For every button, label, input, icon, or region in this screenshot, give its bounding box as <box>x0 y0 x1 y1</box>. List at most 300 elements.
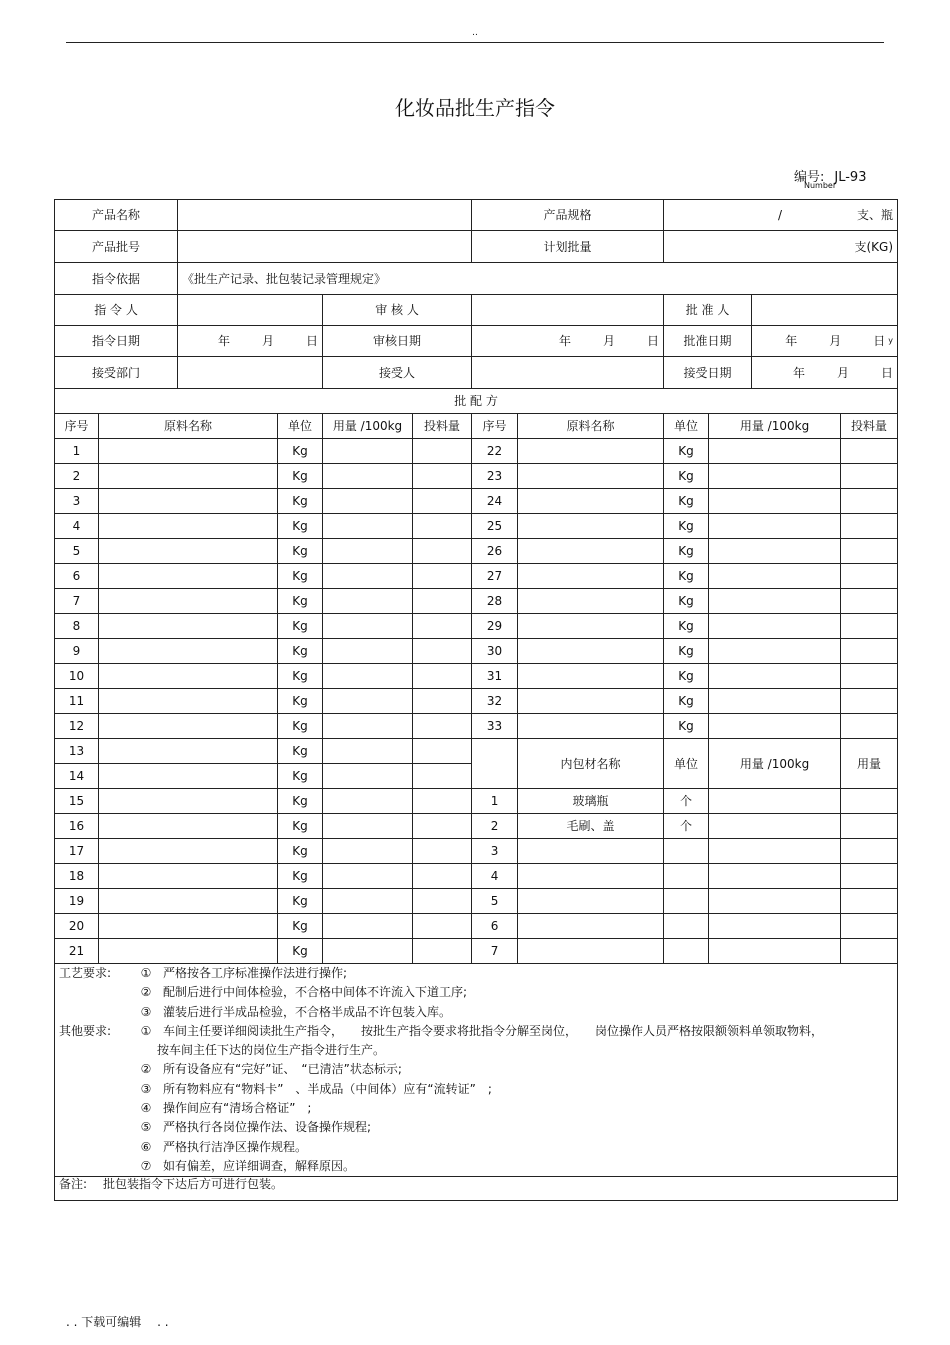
material-name-cell[interactable] <box>99 539 278 564</box>
seq-cell: 29 <box>472 614 518 639</box>
pack-name-cell[interactable]: 玻璃瓶 <box>518 789 664 814</box>
process-req-item: 灌装后进行半成品检验，不合格半成品不许包装入库。 <box>163 1004 452 1019</box>
seq-cell: 19 <box>55 889 99 914</box>
table-row <box>55 539 898 564</box>
dosage-cell[interactable] <box>323 739 413 764</box>
dosage-cell[interactable] <box>709 564 841 589</box>
reviewer-label: 审 核 人 <box>323 295 472 326</box>
day-label: 日 <box>873 334 886 348</box>
seq-cell: 7 <box>55 589 99 614</box>
req-num: ⑦ <box>140 1158 152 1173</box>
pack-unit-cell: 个 <box>664 789 709 814</box>
input-qty-cell[interactable] <box>841 489 898 514</box>
material-name-cell[interactable] <box>99 839 278 864</box>
seq-cell: 12 <box>55 714 99 739</box>
seq-cell: 23 <box>472 464 518 489</box>
pack-dosage-cell[interactable] <box>709 839 841 864</box>
review-date-label: 审核日期 <box>323 326 472 357</box>
seq-cell: 25 <box>472 514 518 539</box>
input-qty-cell[interactable] <box>413 664 472 689</box>
pack-seq-cell: 4 <box>472 864 518 889</box>
dosage-cell[interactable] <box>323 664 413 689</box>
input-qty-cell[interactable] <box>841 614 898 639</box>
product-name-label: 产品名称 <box>55 200 178 231</box>
col-input-header: 投料量 <box>841 414 898 439</box>
day-label: 日 <box>306 334 319 348</box>
dosage-cell[interactable] <box>323 639 413 664</box>
year-label: 年 <box>558 334 571 348</box>
other-req-item: 如有偏差，应详细调查，解释原因。 <box>163 1158 356 1173</box>
issuer-field[interactable] <box>178 295 323 326</box>
table-row <box>55 439 898 464</box>
page-footer: . . 下载可编辑 . . <box>66 1315 169 1329</box>
header-rule <box>66 42 884 43</box>
req-num: ⑤ <box>140 1120 152 1135</box>
seq-cell: 26 <box>472 539 518 564</box>
material-name-cell[interactable] <box>99 564 278 589</box>
input-qty-cell[interactable] <box>413 714 472 739</box>
input-qty-cell[interactable] <box>841 539 898 564</box>
seq-cell: 3 <box>55 489 99 514</box>
month-label: 月 <box>261 334 274 348</box>
pack-dosage-header: 用量 /100kg <box>709 739 841 789</box>
input-qty-cell[interactable] <box>841 464 898 489</box>
material-name-cell[interactable] <box>518 614 664 639</box>
dosage-cell[interactable] <box>709 489 841 514</box>
material-name-cell[interactable] <box>99 889 278 914</box>
other-req-label: 其他要求: <box>59 1023 112 1038</box>
pack-qty-cell[interactable] <box>841 814 898 839</box>
seq-cell: 16 <box>55 814 99 839</box>
pack-name-cell[interactable] <box>518 889 664 914</box>
material-name-cell[interactable] <box>99 589 278 614</box>
col-seq-header: 序号 <box>472 414 518 439</box>
input-qty-cell[interactable] <box>413 689 472 714</box>
seq-cell: 30 <box>472 639 518 664</box>
pack-dosage-cell[interactable] <box>709 914 841 939</box>
input-qty-cell[interactable] <box>413 514 472 539</box>
dosage-cell[interactable] <box>709 464 841 489</box>
material-name-cell[interactable] <box>518 639 664 664</box>
material-name-cell[interactable] <box>99 464 278 489</box>
material-name-cell[interactable] <box>518 714 664 739</box>
unit-cell: Kg <box>278 689 323 714</box>
pack-qty-cell[interactable] <box>841 889 898 914</box>
seq-cell: 9 <box>55 639 99 664</box>
table-row <box>55 914 898 939</box>
material-name-cell[interactable] <box>99 864 278 889</box>
requirements-block <box>55 964 898 1177</box>
remark-text: 批包装指令下达后方可进行包装。 <box>103 1177 284 1192</box>
other-req-item: 所有设备应有“完好”证、 “已清洁”状态标示; <box>163 1062 402 1077</box>
dosage-cell[interactable] <box>709 639 841 664</box>
pack-qty-cell[interactable] <box>841 839 898 864</box>
table-row <box>55 639 898 664</box>
pack-seq-cell: 3 <box>472 839 518 864</box>
recv-dept-label: 接受部门 <box>55 357 178 389</box>
pack-dosage-cell[interactable] <box>709 864 841 889</box>
material-name-cell[interactable] <box>518 589 664 614</box>
unit-cell: Kg <box>664 639 709 664</box>
dosage-cell[interactable] <box>709 514 841 539</box>
dosage-cell[interactable] <box>323 589 413 614</box>
plan-qty-unit: 支(KG) <box>854 239 894 254</box>
material-name-cell[interactable] <box>99 689 278 714</box>
dosage-cell[interactable] <box>323 814 413 839</box>
input-qty-cell[interactable] <box>841 689 898 714</box>
spec-separator: / <box>778 208 783 222</box>
req-num: ① <box>140 966 152 980</box>
unit-cell: Kg <box>664 614 709 639</box>
seq-cell: 33 <box>472 714 518 739</box>
month-label: 月 <box>829 334 842 348</box>
col-input-header: 投料量 <box>413 414 472 439</box>
day-label: 日 <box>881 365 894 380</box>
req-num: ③ <box>140 1081 152 1096</box>
table-row <box>55 564 898 589</box>
pack-name-cell[interactable] <box>518 839 664 864</box>
doc-number-value: JL-93 <box>834 170 867 185</box>
unit-cell: Kg <box>278 839 323 864</box>
other-req-item: 车间主任要详细阅读批生产指令， 按批生产指令要求将批指令分解至岗位， 岗位操作人员严格按限额领料单领取物料， <box>163 1023 824 1038</box>
table-row <box>55 589 898 614</box>
req-num: ④ <box>140 1101 152 1116</box>
pack-dosage-cell[interactable] <box>709 814 841 839</box>
unit-cell: Kg <box>664 689 709 714</box>
pack-qty-cell[interactable] <box>841 939 898 964</box>
unit-cell: Kg <box>664 664 709 689</box>
other-req-item: 操作间应有“清场合格证” ; <box>163 1101 312 1116</box>
material-name-cell[interactable] <box>99 639 278 664</box>
material-name-cell[interactable] <box>99 664 278 689</box>
recv-date-label: 接受日期 <box>664 357 752 389</box>
input-qty-cell[interactable] <box>413 564 472 589</box>
seq-cell: 24 <box>472 489 518 514</box>
table-row <box>55 714 898 739</box>
receiver-label: 接受人 <box>323 357 472 389</box>
seq-cell: 18 <box>55 864 99 889</box>
month-label: 月 <box>837 365 850 380</box>
other-req-item: 严格执行洁净区操作规程。 <box>163 1139 308 1154</box>
seq-cell: 2 <box>55 464 99 489</box>
input-qty-cell[interactable] <box>413 439 472 464</box>
issuer-label: 指 令 人 <box>55 295 178 326</box>
table-row <box>55 489 898 514</box>
year-label: 年 <box>217 334 230 348</box>
dosage-cell[interactable] <box>709 539 841 564</box>
process-req-item: 严格按各工序标准操作法进行操作; <box>163 966 348 980</box>
unit-cell: Kg <box>278 939 323 964</box>
dosage-cell[interactable] <box>323 764 413 789</box>
col-unit-header: 单位 <box>278 414 323 439</box>
pack-seq-cell: 1 <box>472 789 518 814</box>
dosage-cell[interactable] <box>709 689 841 714</box>
pack-dosage-cell[interactable] <box>709 789 841 814</box>
process-req-label: 工艺要求: <box>59 966 112 980</box>
product-name-field[interactable] <box>178 200 472 231</box>
pack-seq-header <box>472 739 518 789</box>
recv-date-field[interactable] <box>752 357 898 389</box>
input-qty-cell[interactable] <box>413 639 472 664</box>
unit-cell: Kg <box>278 639 323 664</box>
seq-cell: 11 <box>55 689 99 714</box>
input-qty-cell[interactable] <box>841 514 898 539</box>
col-material-header: 原料名称 <box>518 414 664 439</box>
dosage-cell[interactable] <box>709 439 841 464</box>
input-qty-cell[interactable] <box>413 814 472 839</box>
table-row <box>55 664 898 689</box>
dosage-cell[interactable] <box>323 839 413 864</box>
approve-date-label: 批准日期 <box>664 326 752 357</box>
unit-cell: Kg <box>278 614 323 639</box>
material-name-cell[interactable] <box>99 939 278 964</box>
input-qty-cell[interactable] <box>413 889 472 914</box>
table-row <box>55 689 898 714</box>
pack-seq-cell: 7 <box>472 939 518 964</box>
dosage-cell[interactable] <box>709 664 841 689</box>
input-qty-cell[interactable] <box>413 739 472 764</box>
material-name-cell[interactable] <box>99 739 278 764</box>
dosage-cell[interactable] <box>323 614 413 639</box>
pack-name-cell[interactable] <box>518 939 664 964</box>
unit-cell: Kg <box>278 764 323 789</box>
year-label: 年 <box>785 334 798 348</box>
approve-date-field[interactable] <box>752 326 898 357</box>
req-num: ② <box>140 985 152 1000</box>
basis-value: 《批生产记录、批包装记录管理规定》 <box>178 263 898 295</box>
seq-cell: 14 <box>55 764 99 789</box>
pack-qty-header: 用量 <box>841 739 898 789</box>
seq-cell: 21 <box>55 939 99 964</box>
dosage-cell[interactable] <box>323 939 413 964</box>
material-name-cell[interactable] <box>99 489 278 514</box>
unit-cell: Kg <box>278 914 323 939</box>
seq-cell: 27 <box>472 564 518 589</box>
approver-label: 批 准 人 <box>664 295 752 326</box>
pack-unit-header: 单位 <box>664 739 709 789</box>
seq-cell: 6 <box>55 564 99 589</box>
seq-cell: 31 <box>472 664 518 689</box>
input-qty-cell[interactable] <box>841 589 898 614</box>
input-qty-cell[interactable] <box>413 864 472 889</box>
seq-cell: 32 <box>472 689 518 714</box>
process-req-item: 配制后进行中间体检验，不合格中间体不许流入下道工序; <box>163 985 468 1000</box>
material-name-cell[interactable] <box>518 689 664 714</box>
input-qty-cell[interactable] <box>413 839 472 864</box>
pack-dosage-cell[interactable] <box>709 889 841 914</box>
seq-cell: 20 <box>55 914 99 939</box>
header-mark: .. <box>472 28 478 38</box>
table-row <box>55 814 898 839</box>
unit-cell: Kg <box>664 714 709 739</box>
dosage-cell[interactable] <box>709 589 841 614</box>
unit-cell: Kg <box>664 489 709 514</box>
spec-unit: 支、瓶 <box>857 208 894 222</box>
col-unit-header: 单位 <box>664 414 709 439</box>
dosage-cell[interactable] <box>323 789 413 814</box>
input-qty-cell[interactable] <box>841 564 898 589</box>
table-row <box>55 789 898 814</box>
reviewer-field[interactable] <box>472 295 664 326</box>
unit-cell: Kg <box>278 539 323 564</box>
plan-qty-label: 计划批量 <box>472 231 664 263</box>
remark-label: 备注: <box>59 1177 88 1192</box>
material-name-cell[interactable] <box>99 789 278 814</box>
unit-cell: Kg <box>278 664 323 689</box>
material-name-cell[interactable] <box>518 514 664 539</box>
input-qty-cell[interactable] <box>413 764 472 789</box>
input-qty-cell[interactable] <box>413 464 472 489</box>
seq-cell: 15 <box>55 789 99 814</box>
unit-cell: Kg <box>664 464 709 489</box>
pack-seq-cell: 6 <box>472 914 518 939</box>
table-row <box>55 864 898 889</box>
input-qty-cell[interactable] <box>841 714 898 739</box>
req-num: ③ <box>140 1004 152 1019</box>
year-label: 年 <box>792 365 805 380</box>
input-qty-cell[interactable] <box>413 914 472 939</box>
seq-cell: 17 <box>55 839 99 864</box>
unit-cell: Kg <box>278 564 323 589</box>
doc-number-label: 编号: <box>794 170 825 185</box>
pack-dosage-cell[interactable] <box>709 939 841 964</box>
product-spec-field[interactable] <box>664 200 898 231</box>
input-qty-cell[interactable] <box>841 439 898 464</box>
dosage-cell[interactable] <box>323 689 413 714</box>
req-num: ① <box>140 1023 152 1038</box>
material-name-cell[interactable] <box>99 439 278 464</box>
unit-cell: Kg <box>278 889 323 914</box>
pack-seq-cell: 5 <box>472 889 518 914</box>
approver-field[interactable] <box>752 295 898 326</box>
input-qty-cell[interactable] <box>413 539 472 564</box>
plan-qty-field[interactable] <box>664 231 898 263</box>
material-name-cell[interactable] <box>518 489 664 514</box>
material-name-cell[interactable] <box>99 814 278 839</box>
seq-cell: 4 <box>55 514 99 539</box>
input-qty-cell[interactable] <box>413 789 472 814</box>
formula-section-title: 批 配 方 <box>55 389 898 414</box>
dosage-cell[interactable] <box>709 614 841 639</box>
seq-cell: 22 <box>472 439 518 464</box>
production-order-form <box>54 199 898 1201</box>
material-name-cell[interactable] <box>518 539 664 564</box>
dosage-cell[interactable] <box>323 564 413 589</box>
unit-cell: Kg <box>278 439 323 464</box>
material-name-cell[interactable] <box>99 514 278 539</box>
recv-dept-field[interactable] <box>178 357 323 389</box>
unit-cell: Kg <box>278 864 323 889</box>
product-spec-label: 产品规格 <box>472 200 664 231</box>
dosage-cell[interactable] <box>323 489 413 514</box>
table-row <box>55 889 898 914</box>
dosage-cell[interactable] <box>323 464 413 489</box>
table-row <box>55 939 898 964</box>
pack-qty-cell[interactable] <box>841 789 898 814</box>
remark-block <box>55 1177 898 1201</box>
material-name-cell[interactable] <box>518 464 664 489</box>
req-num: ② <box>140 1062 152 1077</box>
batch-no-field[interactable] <box>178 231 472 263</box>
unit-cell: Kg <box>664 439 709 464</box>
input-qty-cell[interactable] <box>841 664 898 689</box>
dosage-cell[interactable] <box>323 914 413 939</box>
unit-cell: Kg <box>278 714 323 739</box>
basis-label: 指令依据 <box>55 263 178 295</box>
page-title: 化妆品批生产指令 <box>395 96 555 120</box>
pack-name-cell[interactable] <box>518 914 664 939</box>
material-name-cell[interactable] <box>99 614 278 639</box>
pack-qty-cell[interactable] <box>841 914 898 939</box>
seq-cell: 28 <box>472 589 518 614</box>
seq-cell: 10 <box>55 664 99 689</box>
table-row <box>55 739 898 764</box>
issue-date-field[interactable] <box>178 326 323 357</box>
pack-seq-cell: 2 <box>472 814 518 839</box>
unit-cell: Kg <box>278 589 323 614</box>
input-qty-cell[interactable] <box>841 639 898 664</box>
input-qty-cell[interactable] <box>413 939 472 964</box>
pack-unit-cell <box>664 939 709 964</box>
material-name-cell[interactable] <box>99 914 278 939</box>
pack-unit-cell <box>664 839 709 864</box>
pack-name-cell[interactable]: 毛刷、盖 <box>518 814 664 839</box>
input-qty-cell[interactable] <box>413 489 472 514</box>
dosage-cell[interactable] <box>709 714 841 739</box>
material-name-cell[interactable] <box>99 764 278 789</box>
seq-cell: 8 <box>55 614 99 639</box>
material-name-cell[interactable] <box>518 664 664 689</box>
material-name-cell[interactable] <box>518 564 664 589</box>
unit-cell: Kg <box>664 564 709 589</box>
receiver-field[interactable] <box>472 357 664 389</box>
pack-name-header: 内包材名称 <box>518 739 664 789</box>
month-label: 月 <box>603 334 616 348</box>
seq-cell: 1 <box>55 439 99 464</box>
batch-no-label: 产品批号 <box>55 231 178 263</box>
seq-cell: 5 <box>55 539 99 564</box>
dosage-cell[interactable] <box>323 864 413 889</box>
pack-name-cell[interactable] <box>518 864 664 889</box>
table-row <box>55 464 898 489</box>
unit-cell: Kg <box>278 489 323 514</box>
seq-cell: 13 <box>55 739 99 764</box>
col-material-header: 原料名称 <box>99 414 278 439</box>
dosage-cell[interactable] <box>323 539 413 564</box>
col-seq-header: 序号 <box>55 414 99 439</box>
input-qty-cell[interactable] <box>413 589 472 614</box>
input-qty-cell[interactable] <box>413 614 472 639</box>
dosage-cell[interactable] <box>323 439 413 464</box>
req-num: ⑥ <box>140 1139 152 1154</box>
unit-cell: Kg <box>278 464 323 489</box>
pack-unit-cell <box>664 864 709 889</box>
pack-qty-cell[interactable] <box>841 864 898 889</box>
unit-cell: Kg <box>278 789 323 814</box>
dosage-cell[interactable] <box>323 714 413 739</box>
dosage-cell[interactable] <box>323 514 413 539</box>
material-name-cell[interactable] <box>99 714 278 739</box>
dosage-cell[interactable] <box>323 889 413 914</box>
table-row <box>55 614 898 639</box>
approve-day-mark: y <box>888 336 894 345</box>
pack-unit-cell: 个 <box>664 814 709 839</box>
review-date-field[interactable] <box>472 326 664 357</box>
pack-unit-cell <box>664 889 709 914</box>
table-row <box>55 839 898 864</box>
unit-cell: Kg <box>664 589 709 614</box>
material-name-cell[interactable] <box>518 439 664 464</box>
